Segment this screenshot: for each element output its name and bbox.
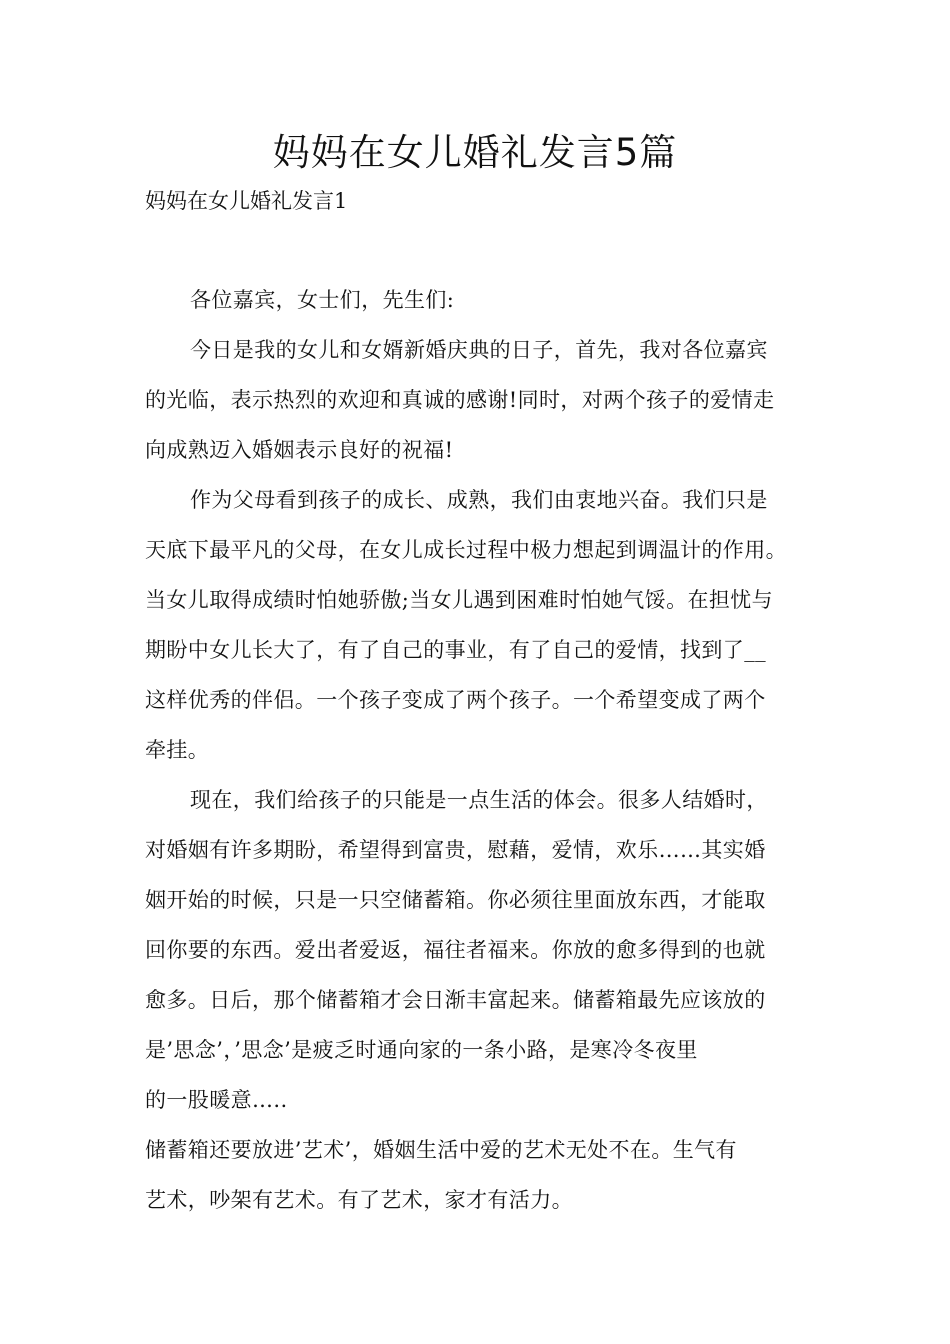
paragraph-line: 回你要的东西。爱出者爱返，福往者福来。你放的愈多得到的也就 [145, 938, 766, 962]
paragraph-line: 对婚姻有许多期盼，希望得到富贵，慰藉，爱情，欢乐……其实婚 [145, 838, 766, 862]
paragraph-line: 姻开始的时候，只是一只空储蓄箱。你必须往里面放东西，才能取 [145, 888, 766, 912]
document-title: 妈妈在女儿婚礼发言5篇 [272, 131, 678, 174]
paragraph-line: 向成熟迈入婚姻表示良好的祝福! [145, 438, 454, 462]
section-heading: 妈妈在女儿婚礼发言1 [145, 189, 348, 213]
paragraph-line: 当女儿取得成绩时怕她骄傲;当女儿遇到困难时怕她气馁。在担忧与 [145, 588, 774, 612]
paragraph-line: 储蓄箱还要放进’艺术’，婚姻生活中爱的艺术无处不在。生气有 [145, 1138, 737, 1162]
paragraph-line: 期盼中女儿长大了，有了自己的事业，有了自己的爱情，找到了__ [145, 638, 766, 662]
paragraph-line: 现在，我们给孩子的只能是一点生活的体会。很多人结婚时， [190, 788, 768, 812]
paragraph-line: 艺术，吵架有艺术。有了艺术，家才有活力。 [145, 1188, 573, 1212]
paragraph-line: 的一股暖意….. [145, 1088, 288, 1112]
paragraph-line: 作为父母看到孩子的成长、成熟，我们由衷地兴奋。我们只是 [190, 488, 768, 512]
greeting-line: 各位嘉宾，女士们，先生们: [190, 288, 455, 312]
paragraph-line: 的光临，表示热烈的欢迎和真诚的感谢!同时，对两个孩子的爱情走 [145, 388, 775, 412]
paragraph-line: 是’思念’，’思念’是疲乏时通向家的一条小路，是寒冷冬夜里 [145, 1038, 698, 1062]
paragraph-line: 今日是我的女儿和女婿新婚庆典的日子，首先，我对各位嘉宾 [190, 338, 768, 362]
paragraph-line: 这样优秀的伴侣。一个孩子变成了两个孩子。一个希望变成了两个 [145, 688, 766, 712]
paragraph-line: 天底下最平凡的父母，在女儿成长过程中极力想起到调温计的作用。 [145, 538, 787, 562]
paragraph-line: 牵挂。 [145, 738, 210, 762]
paragraph-line: 愈多。日后，那个储蓄箱才会日渐丰富起来。储蓄箱最先应该放的 [145, 988, 766, 1012]
